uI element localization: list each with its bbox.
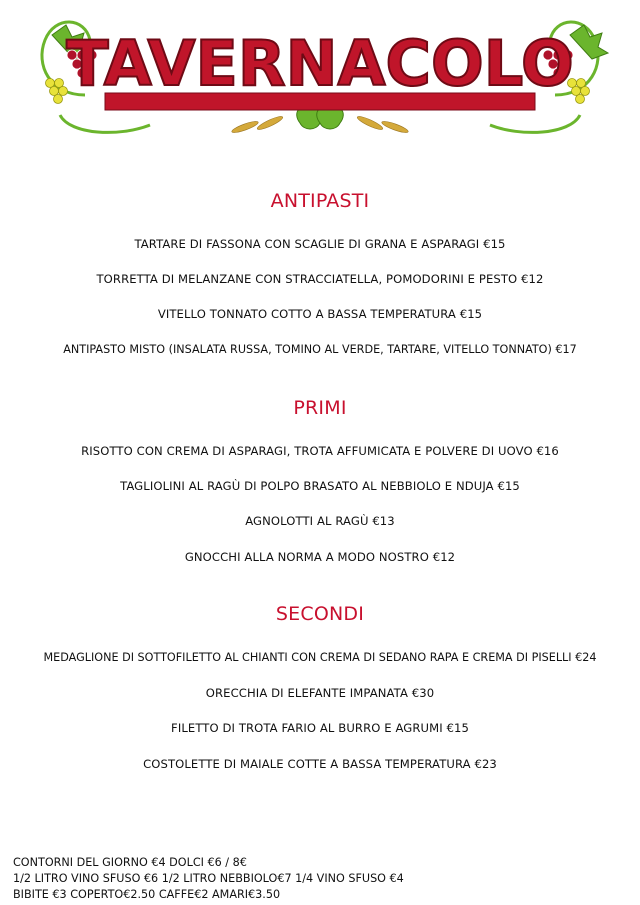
menu-item: ORECCHIA DI ELEFANTE IMPANATA €30 <box>205 686 435 700</box>
section-title-antipasti: ANTIPASTI <box>270 190 370 212</box>
menu-item: COSTOLETTE DI MAIALE COTTE A BASSA TEMPERATURA €23 <box>143 757 497 771</box>
footer-line: CONTORNI DEL GIORNO €4 DOLCI €6 / 8€ <box>13 856 247 869</box>
menu-item: TORRETTA DI MELANZANE CON STRACCIATELLA, POMODORINI E PESTO €12 <box>96 272 544 286</box>
section-title-secondi: SECONDI <box>275 603 365 625</box>
footer-notes <box>13 855 404 903</box>
menu-item: VITELLO TONNATO COTTO A BASSA TEMPERATURA €15 <box>157 307 483 321</box>
menu-item: TARTARE DI FASSONA CON SCAGLIE DI GRANA E ASPARAGI €15 <box>134 237 506 251</box>
logo-graphic <box>30 5 610 147</box>
logo <box>30 5 610 147</box>
brand-name: TAVERNACOLO <box>66 27 574 100</box>
menu-item: FILETTO DI TROTA FARIO AL BURRO E AGRUMI €15 <box>171 721 469 735</box>
footer-line: BIBITE €3 COPERTO€2.50 CAFFE€2 AMARI€3.50 <box>13 888 281 901</box>
menu-item: RISOTTO CON CREMA DI ASPARAGI, TROTA AFFUMICATA E POLVERE DI UOVO €16 <box>81 444 559 458</box>
menu-item: TAGLIOLINI AL RAGÙ DI POLPO BRASATO AL NEBBIOLO E NDUJA €15 <box>120 479 520 493</box>
menu-item: MEDAGLIONE DI SOTTOFILETTO AL CHIANTI CON CREMA DI SEDANO RAPA E CREMA DI PISELLI €24 <box>43 651 597 664</box>
menu-item: ANTIPASTO MISTO (INSALATA RUSSA, TOMINO AL VERDE, TARTARE, VITELLO TONNATO) €17 <box>63 343 577 356</box>
menu-item: AGNOLOTTI AL RAGÙ €13 <box>245 514 395 528</box>
menu-item: GNOCCHI ALLA NORMA A MODO NOSTRO €12 <box>184 550 456 564</box>
footer-line: 1/2 LITRO VINO SFUSO €6 1/2 LITRO NEBBIOLO€7 1/4 VINO SFUSO €4 <box>13 872 404 885</box>
section-title-primi: PRIMI <box>293 397 347 419</box>
